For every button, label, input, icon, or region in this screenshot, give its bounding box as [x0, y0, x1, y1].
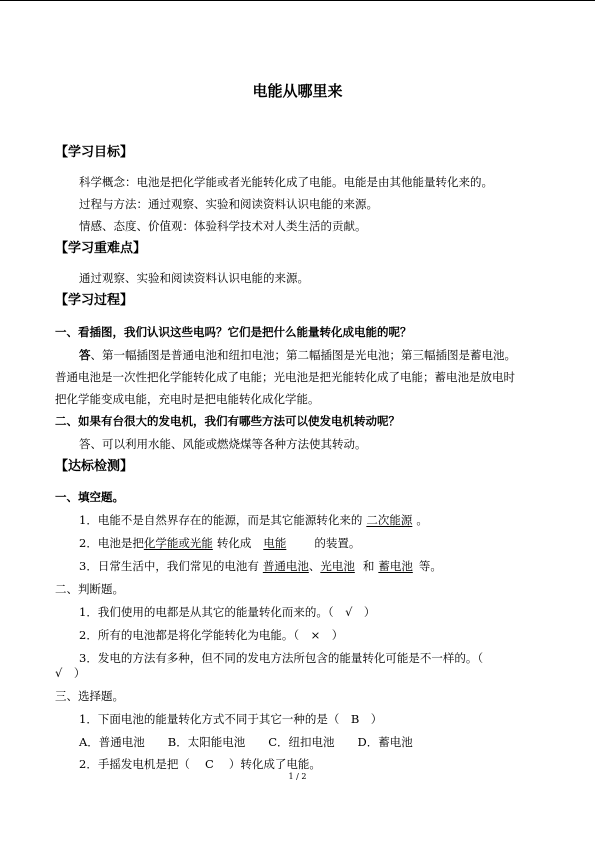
process-question-2: 二、如果有台很大的发电机，我们有哪些方法可以使发电机转动呢？	[55, 414, 400, 428]
process-question-1: 一、看插图，我们认识这些电吗？它们是把什么能量转化成电能的呢？	[55, 325, 412, 339]
choice-item-2: 2．手摇发电机是把（ C ）转化成了电能。	[79, 757, 321, 771]
answer-label: 答	[79, 348, 91, 362]
page-number: 1 / 2	[288, 772, 307, 781]
fill-item-1: 1．电能不是自然界存在的能源，而是其它能源转化来的 二次能源 。	[79, 513, 428, 527]
goal-line-2: 过程与方法：通过观察、实验和阅读资料认识电能的来源。	[79, 197, 378, 211]
fill-answer: 化学能或光能	[143, 536, 213, 550]
judge-item-2: 2．所有的电池都是将化学能转化为电能。（ × ）	[79, 628, 344, 642]
judge-item-1: 1．我们使用的电都是从其它的能量转化而来的。（ √ ）	[79, 605, 376, 619]
process-answer-1-line-3: 把化学能变成电能，充电时是把电能转化成化学能。	[55, 392, 320, 406]
process-answer-1-line-1: 答、第一幅插图是普通电池和纽扣电池；第二幅插图是光电池；第三幅插图是蓄电池。	[79, 348, 516, 362]
choice-item-1: 1．下面电池的能量转化方式不同于其它一种的是（ B ）	[79, 712, 383, 726]
choice-heading: 三、选择题。	[55, 689, 124, 703]
top-rule	[0, 0, 595, 1]
choice-item-1-options: A．普通电池 B．太阳能电池 C．纽扣电池 D．蓄电池	[79, 735, 413, 749]
fill-answer: 二次能源	[366, 513, 413, 527]
fill-answer: 光电池	[320, 559, 355, 573]
section-process-heading: 【学习过程】	[55, 293, 134, 308]
fill-answer: 电能	[263, 536, 287, 550]
goal-line-3: 情感、态度、价值观：体验科学技术对人类生活的贡献。	[79, 219, 367, 233]
fill-item-3: 3．日常生活中，我们常见的电池有 普通电池、光电池 和 蓄电池 等。	[79, 559, 442, 573]
judge-item-3-line-1: 3．发电的方法有多种，但不同的发电方法所包含的能量转化可能是不一样的。（	[79, 651, 484, 665]
process-answer-2: 答、可以利用水能、风能或燃烧煤等各种方法使其转动。	[79, 437, 367, 451]
section-keypoints-heading: 【学习重难点】	[55, 241, 147, 256]
judge-item-3-line-2: √ ）	[55, 666, 86, 680]
fill-item-2: 2．电池是把化学能或光能 转化成 电能 的装置。	[79, 536, 361, 550]
fill-heading: 一、填空题。	[55, 490, 124, 504]
keypoint-line-1: 通过观察、实验和阅读资料认识电能的来源。	[79, 271, 309, 285]
section-test-heading: 【达标检测】	[55, 459, 134, 474]
goal-line-1: 科学概念：电池是把化学能或者光能转化成了电能。电能是由其他能量转化来的。	[79, 175, 493, 189]
judge-heading: 二、判断题。	[55, 582, 124, 596]
fill-answer: 普通电池	[262, 559, 309, 573]
fill-answer: 蓄电池	[378, 559, 413, 573]
process-answer-1-line-2: 普通电池是一次性把化学能转化成了电能；光电池是把光能转化成了电能；蓄电池是放电时	[55, 370, 515, 384]
section-goals-heading: 【学习目标】	[55, 145, 134, 160]
page-title: 电能从哪里来	[252, 82, 343, 100]
